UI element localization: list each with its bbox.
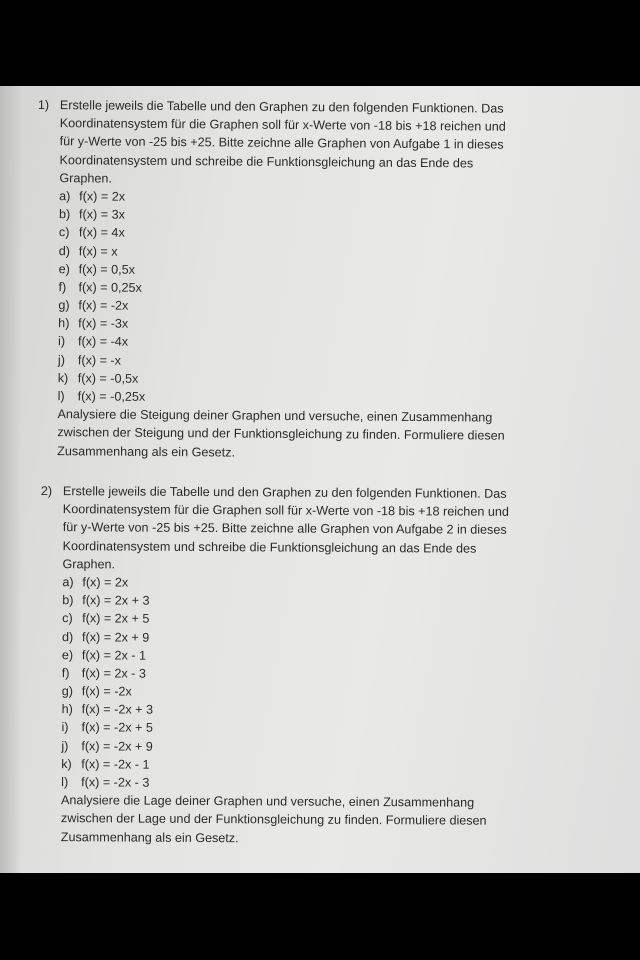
item-label: k) <box>57 370 69 386</box>
item-formula: f(x) = 2x + 5 <box>82 611 150 626</box>
item-label: e) <box>61 647 74 662</box>
task-2-outro-line: zwischen der Lage und der Funktionsgleichung zu finden. Formuliere diesen <box>60 811 487 829</box>
item-formula: f(x) = -2x - 1 <box>81 757 150 772</box>
item-label: c) <box>62 611 73 626</box>
item-formula: f(x) = 2x + 3 <box>82 593 150 608</box>
item-label: b) <box>62 593 74 608</box>
item-formula: f(x) = -0,25x <box>77 389 146 404</box>
item-label: c) <box>58 225 70 240</box>
task-2-item-d <box>62 628 508 649</box>
task-1 <box>37 96 618 460</box>
item-formula: f(x) = -2x <box>81 684 132 699</box>
task-1-outro-line: zwischen der Steigung und der Funktionsgleichung zu finden. Formuliere diesen <box>57 425 505 444</box>
item-label: h) <box>58 316 70 331</box>
task-1-intro-line: Erstelle jeweils die Tabelle und den Graphen zu den folgenden Funktionen. Das <box>59 98 504 116</box>
item-formula: f(x) = 2x - 3 <box>81 666 146 681</box>
task-2-intro-line: Erstelle jeweils die Tabelle und den Graphen zu den folgenden Funktionen. Das <box>62 484 507 501</box>
item-formula: f(x) = -4x <box>78 334 129 350</box>
item-formula: f(x) = -2x - 3 <box>81 775 150 790</box>
task-2-outro-line: Zusammenhang als ein Gesetz. <box>60 829 239 845</box>
task-1-number: 1) <box>37 97 50 113</box>
item-label: h) <box>61 702 73 717</box>
item-label: g) <box>58 298 70 313</box>
item-formula: f(x) = 2x - 1 <box>81 647 147 663</box>
task-1-outro-line: Zusammenhang als ein Gesetz. <box>57 443 236 460</box>
item-label: g) <box>61 684 73 699</box>
task-1-intro-line: Graphen. <box>59 170 112 186</box>
task-1-item-i <box>58 333 505 355</box>
task-2-intro-line: Koordinatensystem und schreibe die Funktionsgleichung an das Ende des <box>62 538 477 556</box>
item-label: b) <box>59 207 71 222</box>
task-2-intro-line: für y-Werte von -25 bis +25. Bitte zeichne alle Graphen von Aufgabe 2 in dieses <box>62 520 507 538</box>
item-formula: f(x) = 2x + 9 <box>82 629 150 645</box>
item-formula: f(x) = -x <box>77 352 122 368</box>
item-label: f) <box>61 666 70 681</box>
item-formula: f(x) = -2x + 5 <box>81 720 153 736</box>
item-formula: f(x) = 2x <box>79 189 126 204</box>
item-formula: f(x) = 2x <box>82 575 129 590</box>
task-2-item-i <box>61 719 507 740</box>
task-2-intro-line: Koordinatensystem für die Graphen soll für x-Werte von -18 bis +18 reichen und <box>62 502 509 520</box>
item-formula: f(x) = 0,5x <box>78 262 136 277</box>
task-1-body <box>57 96 507 463</box>
page-shadow <box>0 86 22 873</box>
item-formula: f(x) = -0,5x <box>77 371 139 386</box>
item-label: f) <box>58 280 67 295</box>
item-formula: f(x) = 3x <box>79 207 125 222</box>
item-formula: f(x) = -3x <box>78 316 129 331</box>
item-label: d) <box>62 629 74 644</box>
task-1-intro-line: Koordinatensystem und schreibe die Funktionsgleichung an das Ende des <box>59 152 474 170</box>
task-2 <box>40 482 621 845</box>
item-label: l) <box>57 389 65 404</box>
item-label: e) <box>58 261 70 276</box>
task-1-outro-line: Analysiere die Steigung deiner Graphen und versuche, einen Zusammenhang <box>57 407 493 425</box>
task-2-number: 2) <box>40 483 53 499</box>
task-2-item-j <box>61 737 507 758</box>
task-2-outro-line: Analysiere die Lage deiner Graphen und versuche, einen Zusammenhang <box>61 793 475 810</box>
item-formula: f(x) = 4x <box>78 225 125 240</box>
item-label: a) <box>59 189 71 204</box>
item-formula: f(x) = -2x + 3 <box>81 702 154 717</box>
item-formula: f(x) = 0,25x <box>78 280 142 295</box>
item-label: d) <box>58 243 71 258</box>
task-1-intro-line: für y-Werte von -25 bis +25. Bitte zeichne alle Graphen von Aufgabe 1 in dieses <box>59 134 504 153</box>
worksheet-page <box>0 86 640 873</box>
item-label: a) <box>62 575 74 590</box>
item-label: i) <box>58 334 66 349</box>
task-2-item-c <box>62 609 508 630</box>
item-label: j) <box>57 352 65 367</box>
item-label: i) <box>61 720 69 735</box>
item-formula: f(x) = -2x + 9 <box>81 738 153 754</box>
task-2-intro-line: Graphen. <box>62 556 116 572</box>
task-1-intro-line: Koordinatensystem für die Graphen soll für x-Werte von -18 bis +18 reichen und <box>59 116 506 134</box>
task-2-body <box>61 482 509 848</box>
item-formula: f(x) = -2x <box>78 298 129 313</box>
item-label: j) <box>61 738 69 753</box>
item-label: k) <box>61 756 72 772</box>
item-label: l) <box>61 775 69 790</box>
item-formula: f(x) = x <box>78 243 118 259</box>
